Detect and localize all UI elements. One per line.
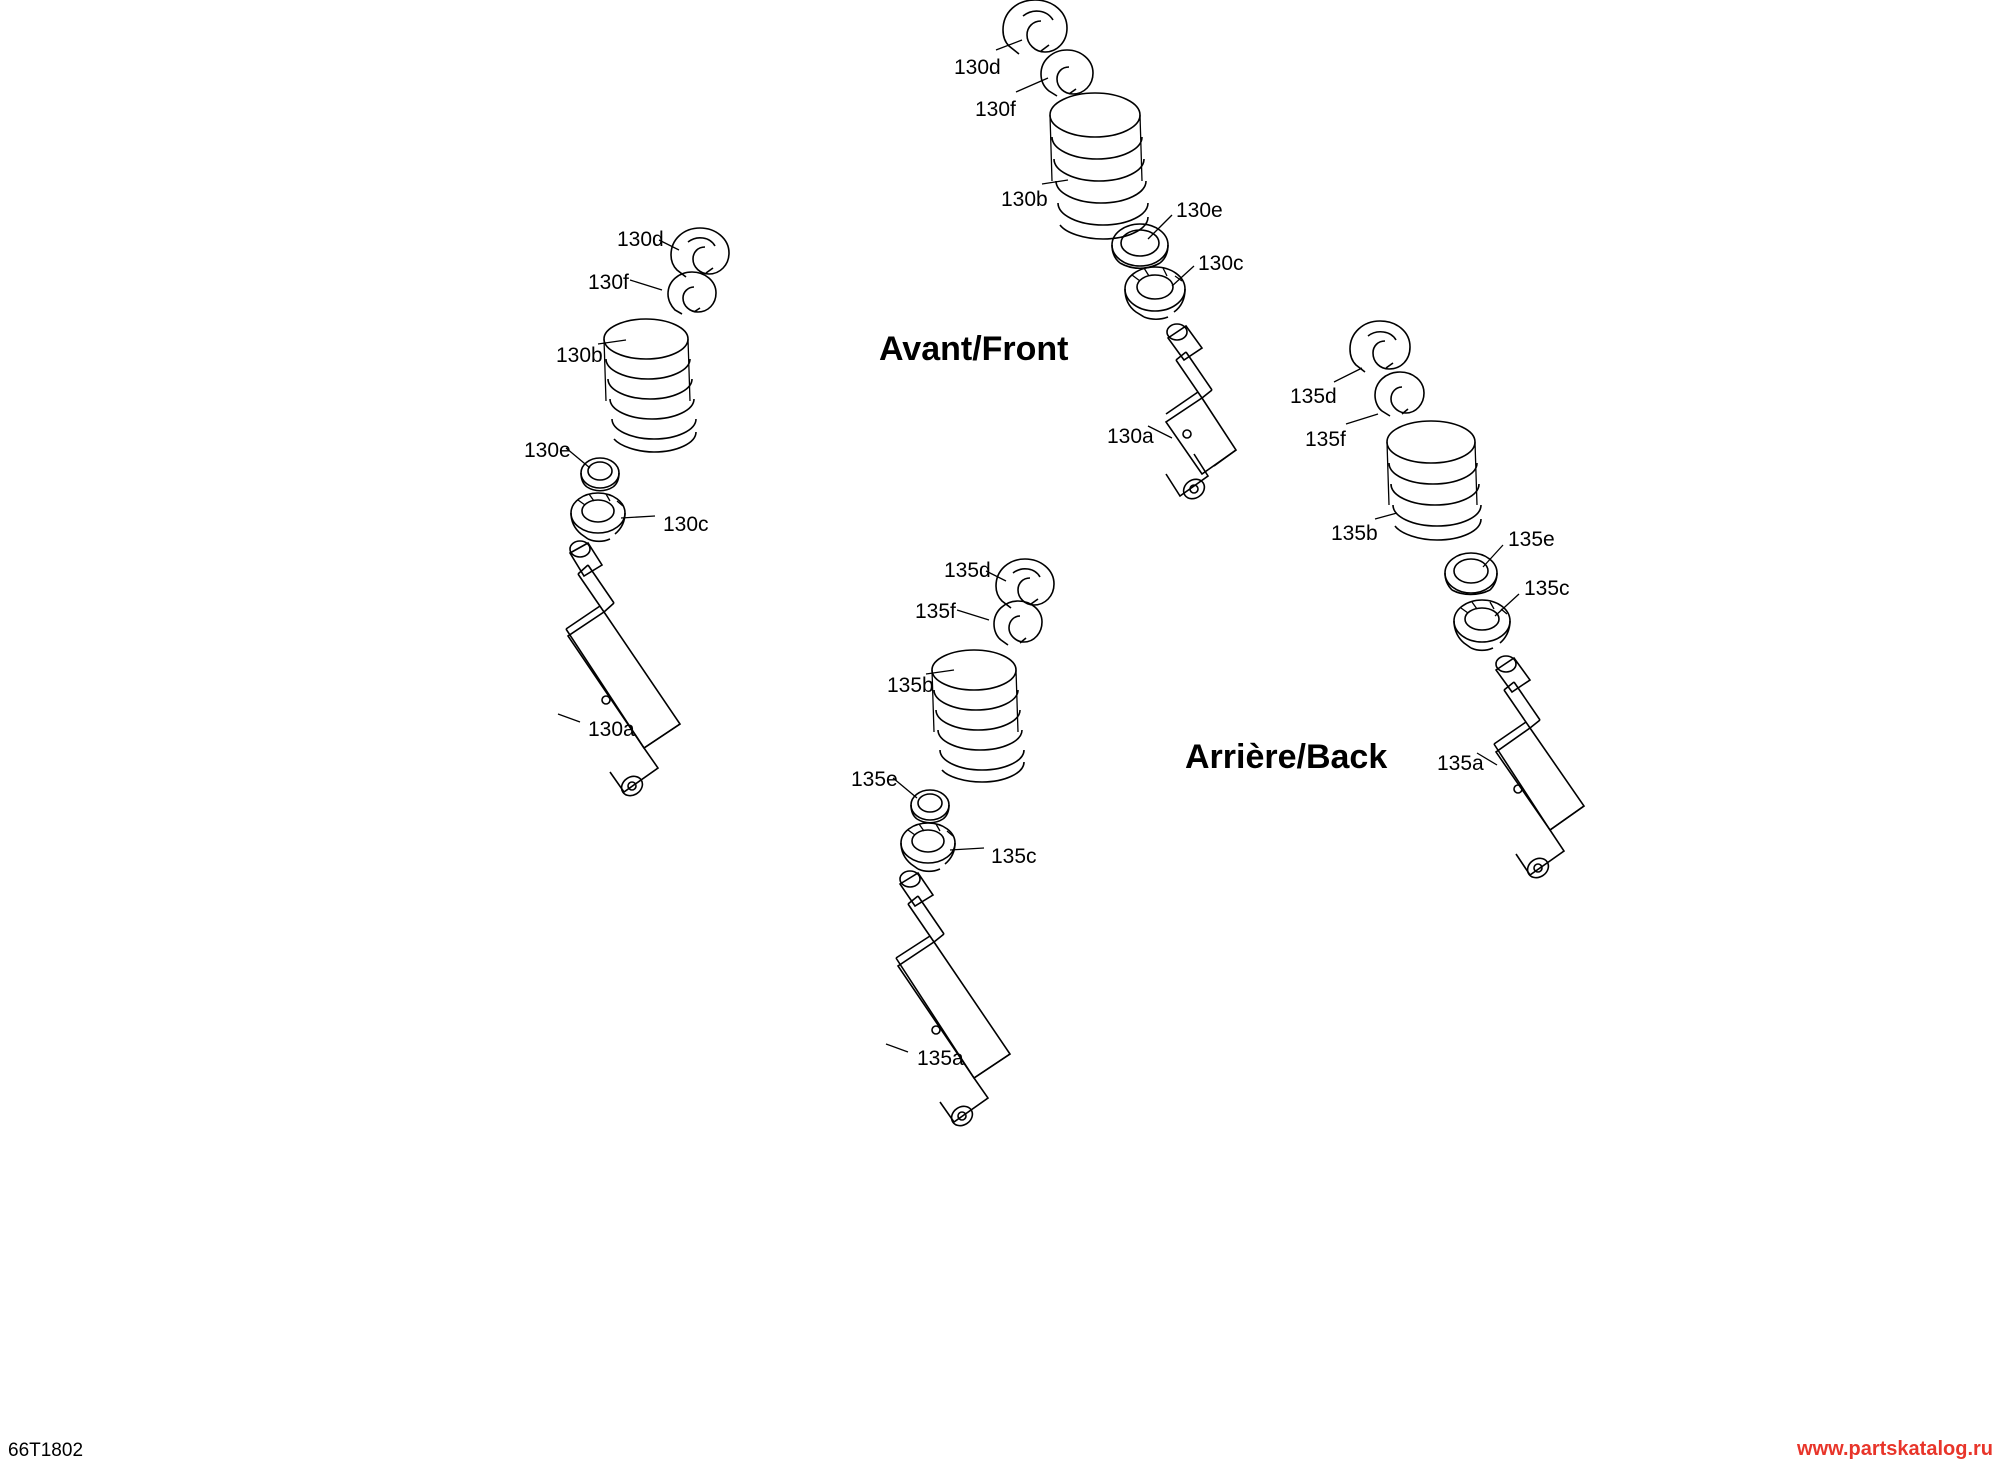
assembly-back-right [1334,321,1584,882]
part-130a-front-right [1166,324,1236,503]
part-135e-back-right [1445,553,1497,595]
callout-135f-back-right: 135f [1305,428,1346,451]
part-135d-back-left [996,559,1054,608]
callout-130c-front-right: 130c [1198,252,1244,275]
callout-130b-front-right: 130b [1001,188,1048,211]
part-130f-front-left [668,272,716,314]
callout-130a-front-left: 130a [588,718,635,741]
part-130b-front-left [604,319,696,452]
callout-135c-back-right: 135c [1524,577,1570,600]
callout-130f-front-left: 130f [588,271,629,294]
callout-135f-back-left: 135f [915,600,956,623]
part-130d-front-left [671,228,729,277]
callout-135b-back-right: 135b [1331,522,1378,545]
callout-130e-front-left: 130e [524,439,571,462]
part-135c-back-left [901,823,955,871]
part-130c-front-left [571,493,625,541]
callout-130d-front-right: 130d [954,56,1001,79]
part-130a-front-left [566,541,680,800]
callout-130c-front-left: 130c [663,513,709,536]
part-135e-back-left [911,790,949,823]
callout-130f-front-right: 130f [975,98,1016,121]
part-130b-front-right [1050,93,1148,239]
part-135f-back-left [994,601,1042,645]
callout-135d-back-left: 135d [944,559,991,582]
callout-130d-front-left: 130d [617,228,664,251]
callout-135d-back-right: 135d [1290,385,1337,408]
callout-130b-front-left: 130b [556,344,603,367]
part-130e-front-right [1112,224,1168,268]
callout-135b-back-left: 135b [887,674,934,697]
callout-135c-back-left: 135c [991,845,1037,868]
part-135a-back-left [896,871,1010,1130]
watermark: www.partskatalog.ru [1797,1438,1993,1460]
callout-135a-back-right: 135a [1437,752,1484,775]
part-135f-back-right [1375,372,1424,416]
callout-135e-back-right: 135e [1508,528,1555,551]
part-130e-front-left [581,458,619,491]
callout-130a-front-right: 130a [1107,425,1154,448]
part-130f-front-right [1041,50,1093,96]
part-135b-back-left [932,650,1024,782]
part-130c-front-right [1125,267,1185,319]
section-title-back: Arrière/Back [1185,738,1388,776]
part-135d-back-right [1350,321,1410,372]
part-135c-back-right [1454,600,1510,650]
part-130d-front-right [1003,0,1067,54]
part-135b-back-right [1387,421,1481,540]
section-title-front: Avant/Front [879,330,1069,368]
callout-130e-front-right: 130e [1176,199,1223,222]
callout-135e-back-left: 135e [851,768,898,791]
callout-135a-back-left: 135a [917,1047,964,1070]
part-135a-back-right [1494,656,1584,882]
page-code: 66T1802 [8,1440,84,1461]
